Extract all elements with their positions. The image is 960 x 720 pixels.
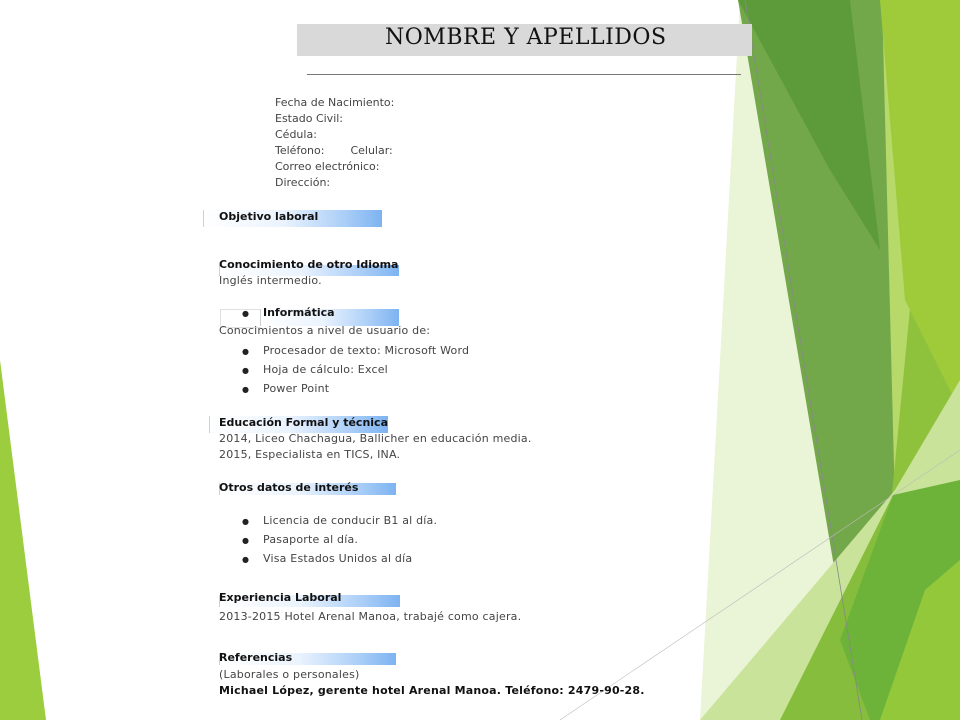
other-heading: Otros datos de interés: [219, 481, 359, 494]
language-text: Inglés intermedio.: [219, 274, 322, 287]
other-item: Licencia de conducir B1 al día.: [263, 514, 438, 527]
other-item: Pasaporte al día.: [263, 533, 359, 546]
objective-heading: Objetivo laboral: [219, 210, 319, 223]
phone-row: [275, 144, 393, 158]
bullet-icon: ●: [242, 517, 249, 526]
other-item: Visa Estados Unidos al día: [263, 552, 413, 565]
computing-item: Procesador de texto: Microsoft Word: [263, 344, 470, 357]
bullet-icon: ●: [242, 366, 249, 375]
references-contact: Michael López, gerente hotel Arenal Manoa. Teléfono: 2479-90-28.: [219, 684, 645, 697]
bullet-icon: ●: [242, 347, 249, 356]
phone-label: Teléfono:: [275, 144, 325, 157]
left-green-triangle: [0, 360, 46, 720]
computing-intro: Conocimientos a nivel de usuario de:: [219, 324, 431, 337]
references-note: (Laborales o personales): [219, 668, 360, 681]
computing-item: Power Point: [263, 382, 330, 395]
civil-status-label: Estado Civil:: [275, 112, 344, 125]
education-line: 2015, Especialista en TICS, INA.: [219, 448, 401, 461]
computing-heading: Informática: [263, 306, 335, 319]
bullet-icon: ●: [242, 555, 249, 564]
education-heading: Educación Formal y técnica: [219, 416, 388, 429]
language-heading: Conocimiento de otro Idioma: [219, 258, 399, 271]
computing-item: Hoja de cálculo: Excel: [263, 363, 388, 376]
experience-heading: Experiencia Laboral: [219, 591, 342, 604]
email-label: Correo electrónico:: [275, 160, 380, 173]
mobile-label: Celular:: [350, 144, 393, 157]
bullet-icon: ●: [242, 536, 249, 545]
page-title: NOMBRE Y APELLIDOS: [385, 25, 667, 50]
experience-text: 2013-2015 Hotel Arenal Manoa, trabajé como cajera.: [219, 610, 522, 623]
computing-bullet-icon: ●: [242, 309, 249, 318]
references-heading: Referencias: [219, 651, 293, 664]
title-underline: [307, 74, 741, 75]
address-label: Dirección:: [275, 176, 331, 189]
bullet-icon: ●: [242, 385, 249, 394]
education-line: 2014, Liceo Chachagua, Ballicher en educación media.: [219, 432, 532, 445]
id-label: Cédula:: [275, 128, 317, 141]
birth-date-label: Fecha de Nacimiento:: [275, 96, 395, 109]
